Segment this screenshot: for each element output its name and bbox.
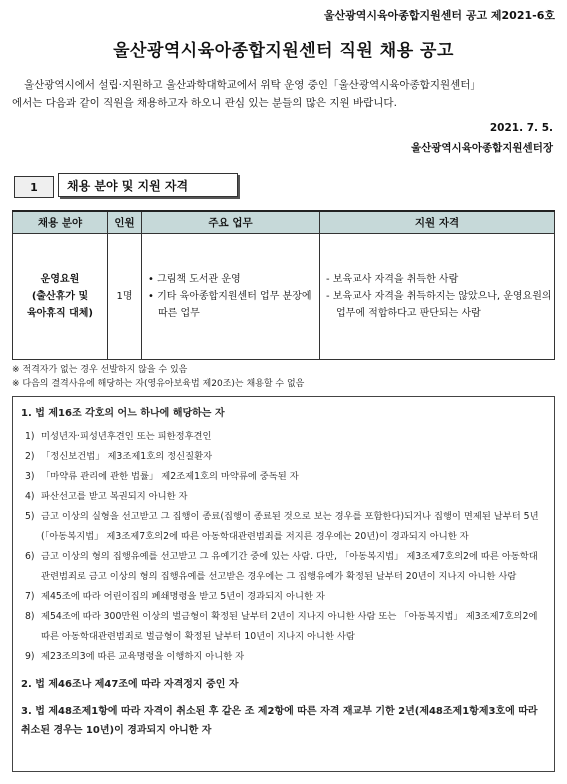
header-count: 인원	[108, 211, 142, 233]
field-line: (출산휴가 및	[31, 290, 89, 302]
item-number: 4)	[25, 491, 35, 502]
notice-number: 울산광역시육아종합지원센터 공고 제2021-6호	[323, 9, 555, 22]
item-text: 금고 이상의 실형을 선고받고 그 집행이 종료(집행이 종료된 것으로 보는 경우를 포함한다)되거나 집행이 면제된 날부터 5년(「아동복지법」 제3조제7호의2에 따른 아동학대관련범죄를 저지른 경우에는 20년)이 경과되지 아니한 자	[41, 511, 539, 542]
section-title: 채용 분야 및 지원 자격	[58, 173, 238, 197]
item-number: 3)	[25, 471, 35, 482]
qualification-item: - 보육교사 자격을 취득한 사람	[326, 273, 459, 285]
recruitment-table	[12, 210, 555, 360]
item-text: 파산선고를 받고 복권되지 아니한 자	[41, 491, 188, 502]
page-title: 울산광역시육아종합지원센터 직원 채용 공고	[113, 41, 454, 61]
item-number: 9)	[25, 651, 35, 662]
list-item	[21, 647, 546, 667]
list-item	[21, 427, 546, 447]
section-number-badge: 1	[14, 176, 54, 198]
notice-date: 2021. 7. 5.	[489, 122, 553, 134]
field-line: 운영요원	[40, 273, 80, 285]
list-item	[21, 547, 546, 587]
item-number: 8)	[25, 611, 35, 622]
item-number: 5)	[25, 511, 35, 522]
duty-item: • 기타 육아종합지원센터 업무 분장에 따른 업무	[148, 290, 312, 319]
intro-line-1: 울산광역시에서 설립·지원하고 울산과학대학교에서 위탁 운영 중인「울산광역시육아종합지원센터」	[24, 79, 481, 91]
header-qualifications: 지원 자격	[320, 211, 555, 233]
list-item	[21, 447, 546, 467]
notes	[12, 363, 558, 391]
item-text: 「마약류 관리에 관한 법률」 제2조제1호의 마약류에 중독된 자	[41, 471, 299, 482]
header-field: 채용 분야	[13, 211, 108, 233]
item-text: 제23조의3에 따른 교육명령을 이행하지 아니한 자	[41, 651, 245, 662]
note-item: ※ 적격자가 없는 경우 선발하지 않을 수 있음	[12, 365, 188, 375]
item-number: 7)	[25, 591, 35, 602]
list-item	[21, 487, 546, 507]
item-text: 금고 이상의 형의 집행유예를 선고받고 그 유예기간 중에 있는 사람. 다만, 「아동복지법」 제3조제7호의2에 따른 아동학대관련범죄로 금고 이상의 형의 집행유예를 선고받은 경우에는 그 집행유예가 확정된 날부터 20년이 지나지 아니한 사람	[41, 551, 538, 582]
item-text: 미성년자·피성년후견인 또는 피한정후견인	[41, 431, 212, 442]
cell-qualifications	[320, 233, 555, 359]
list-item	[21, 607, 546, 647]
disqualification-heading-3: 3. 법 제48조제1항에 따라 자격이 취소된 후 같은 조 제2항에 따른 자격 재교부 기한 2년(제48조제1항제3호에 따라 취소된 경우는 10년)이 경과되지 아니한 자	[21, 706, 538, 736]
intro-line-2: 에서는 다음과 같이 직원을 채용하고자 하오니 관심 있는 분들의 많은 지원 바랍니다.	[12, 97, 397, 109]
item-number: 6)	[25, 551, 35, 562]
cell-duties	[142, 233, 320, 359]
header-duties: 주요 업무	[142, 211, 320, 233]
note-item: ※ 다음의 결격사유에 해당하는 자(영유아보육법 제20조)는 채용할 수 없음	[12, 379, 305, 389]
item-number: 1)	[25, 431, 35, 442]
list-item	[21, 587, 546, 607]
field-line: 육아휴직 대체)	[26, 307, 93, 319]
table-row	[13, 233, 555, 359]
disqualification-heading-2: 2. 법 제46조나 제47조에 따라 자격정지 중인 자	[21, 679, 239, 690]
disqualification-box	[12, 396, 555, 772]
item-text: 제45조에 따라 어린이집의 폐쇄명령을 받고 5년이 경과되지 아니한 자	[41, 591, 325, 602]
duty-item: • 그림책 도서관 운영	[148, 273, 241, 285]
issuer-name: 울산광역시육아종합지원센터장	[410, 142, 553, 154]
item-number: 2)	[25, 451, 35, 462]
qualification-item: - 보육교사 자격을 취득하지는 않았으나, 운영요원의 업무에 적합하다고 판단되는 사람	[326, 290, 552, 319]
list-item	[21, 507, 546, 547]
item-text: 제54조에 따라 300만원 이상의 벌금형이 확정된 날부터 2년이 지나지 아니한 사람 또는 「아동복지법」 제3조제7호의2에 따른 아동학대관련범죄로 벌금형이 확정된 날부터 10년이 지나지 아니한 사람	[41, 611, 538, 642]
cell-field	[13, 233, 108, 359]
table-header-row	[13, 211, 555, 233]
item-text: 「정신보건법」 제3조제1호의 정신질환자	[41, 451, 213, 462]
intro-paragraph	[12, 76, 558, 112]
list-item	[21, 467, 546, 487]
cell-count: 1명	[108, 233, 142, 359]
disqualification-heading-1: 1. 법 제16조 각호의 어느 하나에 해당하는 자	[21, 408, 225, 419]
